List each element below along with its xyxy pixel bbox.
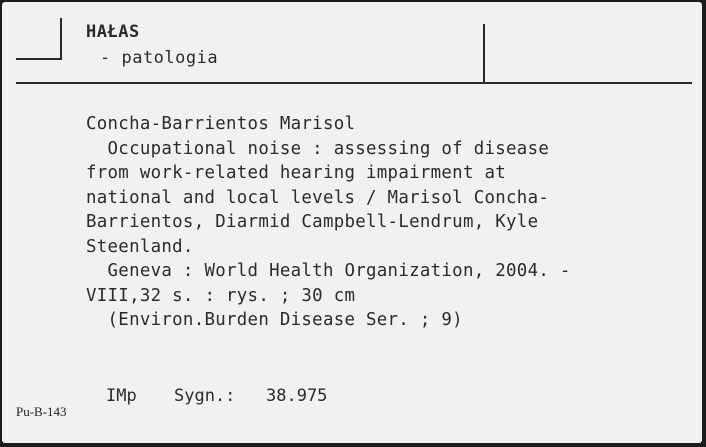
- bibliographic-entry: [86, 112, 696, 333]
- title-line: Steenland.: [86, 236, 194, 257]
- catalog-card: [2, 2, 702, 443]
- signature-label: Sygn.:: [174, 386, 236, 406]
- physical-description-line: VIII,32 s. : rys. ; 30 cm: [86, 285, 356, 306]
- title-line: national and local levels / Marisol Concha-: [86, 187, 550, 208]
- title-line: from work-related hearing impairment at: [86, 163, 507, 183]
- shelf-code: Pu-B-143: [16, 404, 67, 419]
- series-line: (Environ.Burden Disease Ser. ; 9): [86, 310, 463, 330]
- subject-subdivision: - patologia: [100, 48, 219, 68]
- header-divider-horizontal: [16, 82, 692, 84]
- imp-mark: IMp: [106, 386, 137, 406]
- signature-value: 38.975: [266, 386, 328, 406]
- imprint-line: Geneva : World Health Organization, 2004. -: [86, 261, 571, 281]
- header-divider-vertical: [483, 24, 485, 84]
- title-line: Barrientos, Diarmid Campbell-Lendrum, Kyle: [86, 212, 539, 232]
- subject-heading: HAŁAS: [86, 22, 140, 42]
- corner-rule-vertical: [60, 18, 62, 60]
- title-line: Occupational noise : assessing of disease: [86, 138, 550, 159]
- author-line: Concha-Barrientos Marisol: [86, 114, 356, 134]
- corner-rule-horizontal: [16, 58, 62, 60]
